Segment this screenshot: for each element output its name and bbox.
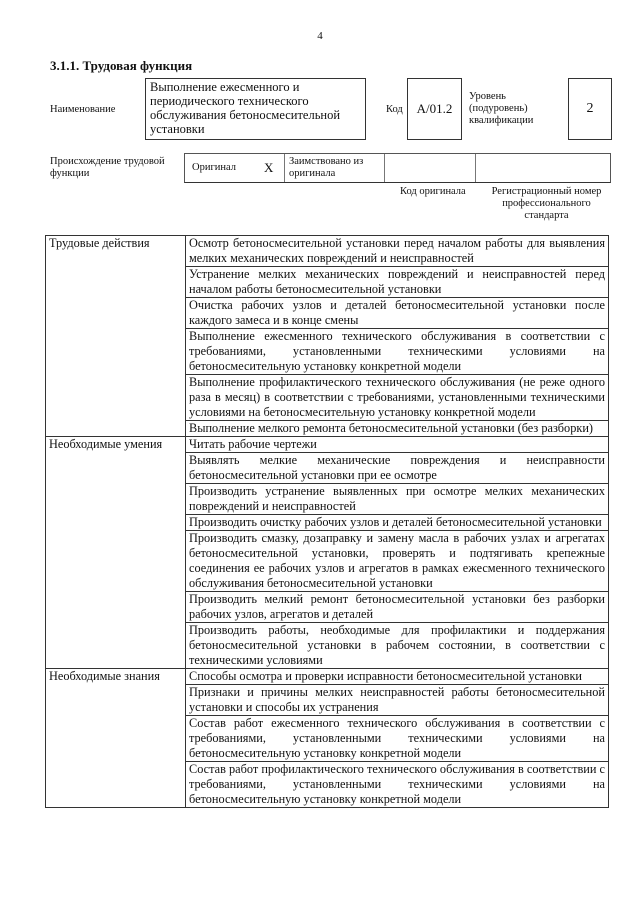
section-heading: Необходимые знания — [46, 669, 186, 808]
section-item: Выполнение мелкого ремонта бетоносмесительной установки (без разборки) — [186, 421, 609, 437]
table-row — [46, 669, 609, 685]
origin-label: Происхождение трудовой функции — [50, 156, 165, 179]
origin-borrowed-cell: Заимствовано из оригинала — [285, 154, 385, 182]
section-item: Состав работ ежесменного технического обслуживания в соответствии с требованиями, установленными техническими условиями на бетоносмесительную установку конкретной модели — [186, 716, 609, 762]
page-number: 4 — [317, 30, 323, 42]
code-original-cell — [385, 154, 476, 182]
name-label: Наименование — [50, 104, 116, 115]
section-item: Выполнение ежесменного технического обслуживания в соответствии с требованиями, установленными техническими условиями на бетоносмесительную установку конкретной модели — [186, 329, 609, 375]
section-item: Устранение мелких механических повреждений и неисправностей перед началом работы бетоносмесительной установки — [186, 267, 609, 298]
section-item: Выполнение профилактического технического обслуживания (не реже одного раза в месяц) в соответствии с требованиями, установленными техническими условиями на бетоносмесительную установку конкретной модели — [186, 375, 609, 421]
section-item: Осмотр бетоносмесительной установки перед началом работы для выявления мелких механических повреждений и неисправностей — [186, 236, 609, 267]
section-title: 3.1.1. Трудовая функция — [50, 58, 193, 73]
section-item: Признаки и причины мелких неисправностей работы бетоносмесительной установки и способы их устранения — [186, 685, 609, 716]
section-heading: Необходимые умения — [46, 437, 186, 669]
origin-original-cell — [185, 154, 285, 182]
section-item: Производить очистку рабочих узлов и деталей бетоносмесительной установки — [186, 515, 609, 531]
section-heading: Трудовые действия — [46, 236, 186, 437]
section-item: Выявлять мелкие механические повреждения и неисправности бетоносмесительной установки при ее осмотре — [186, 453, 609, 484]
code-original-label: Код оригинала — [400, 186, 466, 197]
origin-original-label: Оригинал — [192, 162, 236, 173]
origin-table — [184, 153, 611, 183]
reg-number-cell — [476, 154, 610, 182]
section-item: Производить работы, необходимые для профилактики и поддержания бетоносмесительной установки в рабочем состоянии, в соответствии с техническими условиями — [186, 623, 609, 669]
level-label: Уровень (подуровень) квалификации — [469, 91, 534, 126]
section-item: Читать рабочие чертежи — [186, 437, 609, 453]
section-item: Состав работ профилактического технического обслуживания в соответствии с требованиями, установленными техническими условиями на бетоносмесительную установку конкретной модели — [186, 762, 609, 808]
section-item: Производить смазку, дозаправку и замену масла в рабочих узлах и агрегатах бетоносмесительной установки, проверять и подтягивать крепежные соединения ее рабочих узлов и агрегатов в рамках ежесменного технического обслуживания бетоносмесительной установки — [186, 531, 609, 592]
level-box: 2 — [568, 78, 612, 140]
section-item: Производить мелкий ремонт бетоносмесительной установки без разборки рабочих узлов, агрегатов и деталей — [186, 592, 609, 623]
table-row — [46, 236, 609, 267]
code-label: Код — [386, 104, 403, 115]
function-details-table — [45, 235, 609, 808]
code-box: А/01.2 — [407, 78, 462, 140]
section-item: Производить устранение выявленных при осмотре мелких механических повреждений и неисправностей — [186, 484, 609, 515]
function-name-box: Выполнение ежесменного и периодического технического обслуживания бетоносмесительной установки — [145, 78, 366, 140]
origin-mark: X — [264, 160, 274, 175]
section-item: Очистка рабочих узлов и деталей бетоносмесительной установки после каждого замеса и в конце смены — [186, 298, 609, 329]
table-row — [46, 437, 609, 453]
section-item: Способы осмотра и проверки исправности бетоносмесительной установки — [186, 669, 609, 685]
reg-number-label: Регистрационный номер профессионального стандарта — [491, 186, 602, 221]
